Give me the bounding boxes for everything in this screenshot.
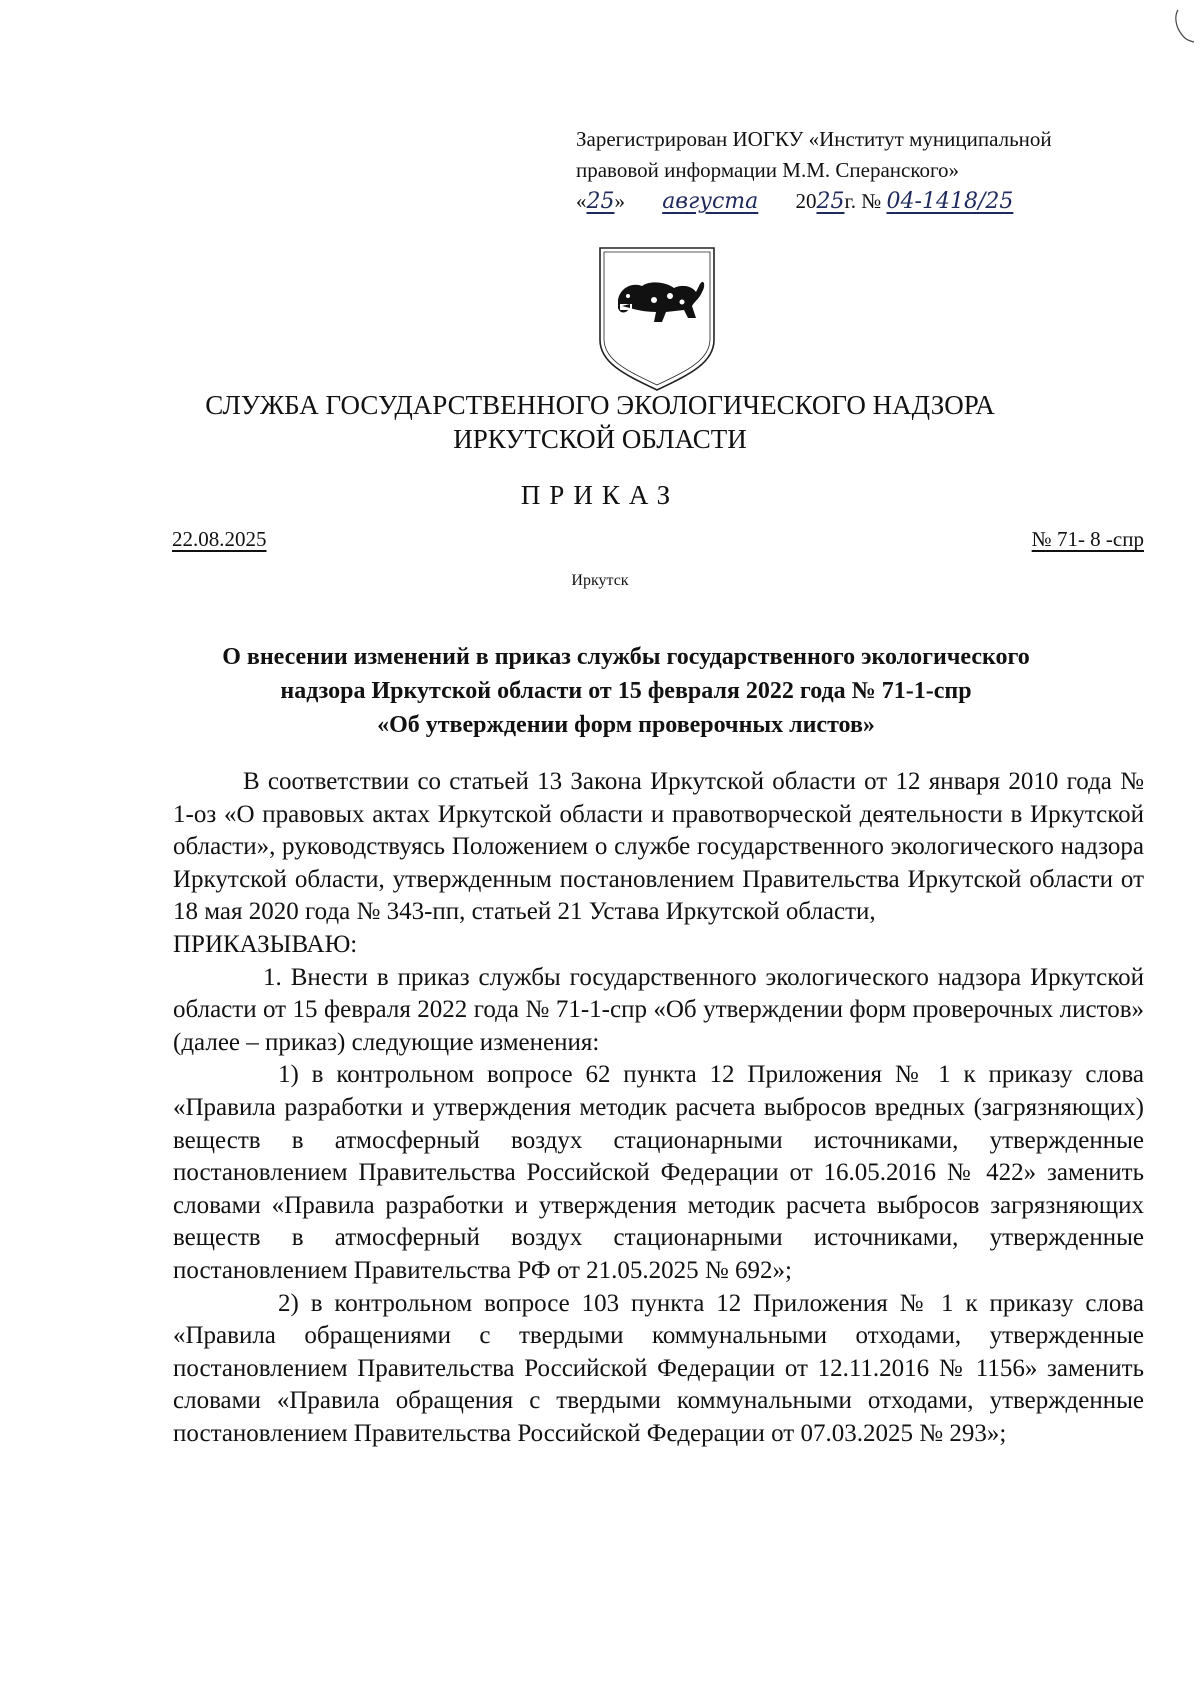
- document-type: ПРИКАЗ: [520, 480, 680, 510]
- subitem-1-paragraph: 1) в контрольном вопросе 62 пункта 12 Приложения № 1 к приказу слова «Правила разработки и утверждения методик расчета выбросов вредных (загрязняющих) веществ в атмосферный воздух стационарными источниками, утвержденные постановлением Правительства Российской Федерации от 16.05.2016 № 422» заменить словами «Правила разработки и утверждения методик расчета выбросов загрязняющих веществ в атмосферный воздух стационарными источниками, утвержденные постановлением Правительства РФ от 21.05.2025 № 692»;: [173, 1061, 1144, 1284]
- preamble-paragraph: В соответствии со статьей 13 Закона Иркутской области от 12 января 2010 года № 1-оз «О правовых актах Иркутской области и правотворческой деятельности в Иркутской области», руководствуясь Положением о службе государственного экологического надзора Иркутской области, утвержденным постановлением Правительства Иркутской области от 18 мая 2020 года № 343-пп, статьей 21 Устава Иркутской области,: [173, 768, 1144, 926]
- order-city: Иркутск: [571, 572, 629, 589]
- order-number: № 71- 8 -спр: [1031, 527, 1144, 551]
- item-1-paragraph: 1. Внести в приказ службы государственного экологического надзора Иркутской области от 15 февраля 2022 года № 71-1-спр «Об утверждении форм проверочных листов» (далее – приказ) следующие изменения:: [173, 963, 1144, 1056]
- registration-day: 25: [586, 189, 615, 214]
- registration-stamp: [576, 124, 1057, 217]
- corner-mark-icon: [1160, 8, 1196, 48]
- title-line-1: О внесении изменений в приказ службы государственного экологического: [222, 644, 1030, 670]
- order-keyword: ПРИКАЗЫВАЮ:: [173, 930, 358, 958]
- registration-month: августа: [662, 189, 759, 214]
- registration-line-3: [576, 186, 1057, 217]
- organization-line-1: СЛУЖБА ГОСУДАРСТВЕННОГО ЭКОЛОГИЧЕСКОГО НАДЗОРА: [205, 390, 995, 420]
- organization-name: [0, 388, 1200, 456]
- registration-year-suffix: 25: [816, 189, 845, 214]
- order-date: 22.08.2025: [172, 527, 267, 551]
- irkutsk-coat-of-arms-icon: [596, 244, 718, 392]
- close-quote: »: [614, 189, 625, 213]
- registration-line-1: Зарегистрирован ИОГКУ «Институт муниципальной: [576, 127, 1052, 151]
- document-body: [173, 766, 1144, 1450]
- registration-line-2: правовой информации М.М. Сперанского»: [576, 158, 960, 182]
- title-line-2: надзора Иркутской области от 15 февраля 2022 года № 71-1-спр: [280, 678, 972, 704]
- title-line-3: «Об утверждении форм проверочных листов»: [377, 712, 875, 738]
- open-quote: «: [576, 189, 587, 213]
- registration-year-label: г. №: [844, 189, 882, 213]
- registration-number: 04-1418/25: [886, 189, 1014, 214]
- registration-year-prefix: 20: [795, 189, 817, 213]
- document-title: [140, 640, 1112, 742]
- subitem-2-paragraph: 2) в контрольном вопросе 103 пункта 12 Приложения № 1 к приказу слова «Правила обращениями с твердыми коммунальными отходами, утвержденные постановлением Правительства Российской Федерации от 12.11.2016 № 1156» заменить словами «Правила обращения с твердыми коммунальными отходами, утвержденные постановлением Правительства Российской Федерации от 07.03.2025 № 293»;: [173, 1289, 1144, 1447]
- organization-line-2: ИРКУТСКОЙ ОБЛАСТИ: [453, 424, 747, 454]
